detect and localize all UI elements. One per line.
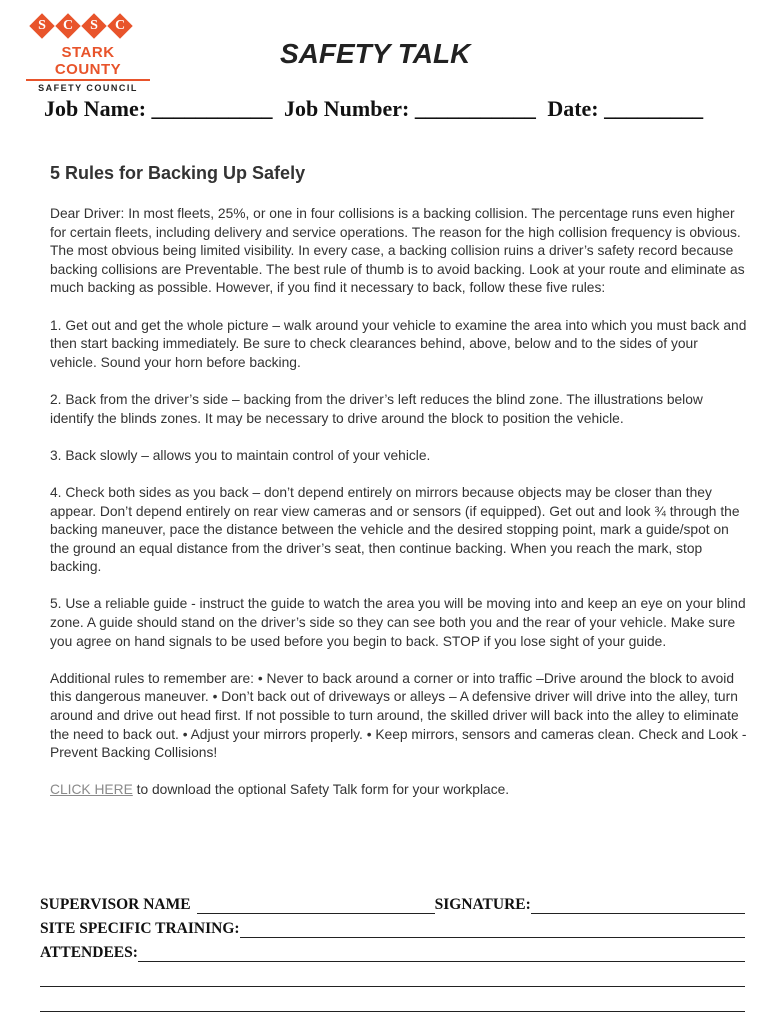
logo-letter: S [38,18,46,33]
logo [26,14,156,93]
document-body [50,205,748,819]
rule-3-paragraph: 3. Back slowly – allows you to maintain control of your vehicle. [50,447,431,463]
signature-line[interactable] [531,895,745,914]
attendees-line[interactable] [138,943,745,962]
download-paragraph [50,781,748,800]
logo-letter: S [90,18,98,33]
site-training-row [40,914,745,938]
job-name-field: Job Name: ___________ [44,96,273,121]
sign-off-form [40,890,745,1012]
date-field: Date: _________ [547,96,704,121]
logo-org-subtitle: SAFETY COUNCIL [38,83,138,93]
rule-2-paragraph: 2. Back from the driver’s side – backing from the driver’s left reduces the blind zone. The illustrations below identify the blinds zones. It may be necessary to drive around the block to position the vehicle. [50,391,703,426]
site-training-label: SITE SPECIFIC TRAINING: [40,920,240,937]
attendees-blank-line[interactable] [40,962,745,987]
rule-1-paragraph: 1. Get out and get the whole picture – walk around your vehicle to examine the area into which you must back and then start backing immediately. Be sure to check clearances behind, above, below and to the sides of your vehicle. Sound your horn before backing. [50,317,747,370]
attendees-row [40,938,745,962]
section-heading: 5 Rules for Backing Up Safely [50,163,306,183]
supervisor-name-line[interactable] [197,895,435,914]
intro-paragraph: Dear Driver: In most fleets, 25%, or one in four collisions is a backing collision. The percentage runs even higher for certain fleets, including delivery and service operations. The reason for the high collision frequency is obvious. The most obvious being limited visibility. In every case, a backing collision ruins a driver’s safety record because backing collisions are Preventable. The best rule of thumb is to avoid backing. Look at your route and eliminate as much backing as possible. However, if you find it necessary to back, follow these five rules: [50,206,745,296]
rule-5-paragraph: 5. Use a reliable guide - instruct the guide to watch the area you will be moving into and keep an eye on your blind zone. A guide should stand on the driver’s side so they can see both you and the rear of your vehicle. Make sure you agree on hand signals to be used before you begin to back. STOP if you lose sight of your guide. [50,596,746,649]
logo-diamond [56,14,80,38]
supervisor-row [40,890,745,914]
additional-rules-paragraph: Additional rules to remember are: • Never to back around a corner or into traffic –Drive around the block to avoid this dangerous maneuver. • Don’t back out of driveways or alleys – A defensive driver will drive into the alley, turn around and drive out head first. If not possible to turn around, the skilled driver will back into the alley to eliminate the need to back out. • Adjust your mirrors properly. • Keep mirrors, sensors and cameras clean. Check and Look - Prevent Backing Collisions! [50,670,747,761]
attendees-blank-line[interactable] [40,987,745,1012]
logo-org-name: STARK COUNTY [26,44,150,81]
logo-diamonds [30,14,156,38]
page-title: SAFETY TALK [280,38,471,69]
supervisor-label: SUPERVISOR NAME [40,896,191,913]
logo-letter: C [114,18,126,33]
click-here-link[interactable]: CLICK HERE [50,782,133,798]
rule-4-paragraph: 4. Check both sides as you back – don’t depend entirely on mirrors because objects may be closer than they appear. Don’t depend entirely on rear view cameras and or sensors (if equipped). Get out and look ¾ through the backing maneuver, pace the distance between the vehicle and the desired stopping point, mark a guide/spot on the ground an equal distance from the driver’s seat, then continue backing. When you reach the mark, stop backing. [50,484,740,575]
logo-diamond [108,14,132,38]
job-number-field: Job Number: ___________ [284,96,536,121]
job-fields-line [44,96,744,122]
attendees-label: ATTENDEES: [40,944,138,961]
logo-letter: C [62,18,74,33]
logo-diamond [30,14,54,38]
logo-diamond [82,14,106,38]
download-text: to download the optional Safety Talk form for your workplace. [132,782,510,798]
site-training-line[interactable] [240,919,745,938]
signature-label: SIGNATURE: [434,896,531,913]
